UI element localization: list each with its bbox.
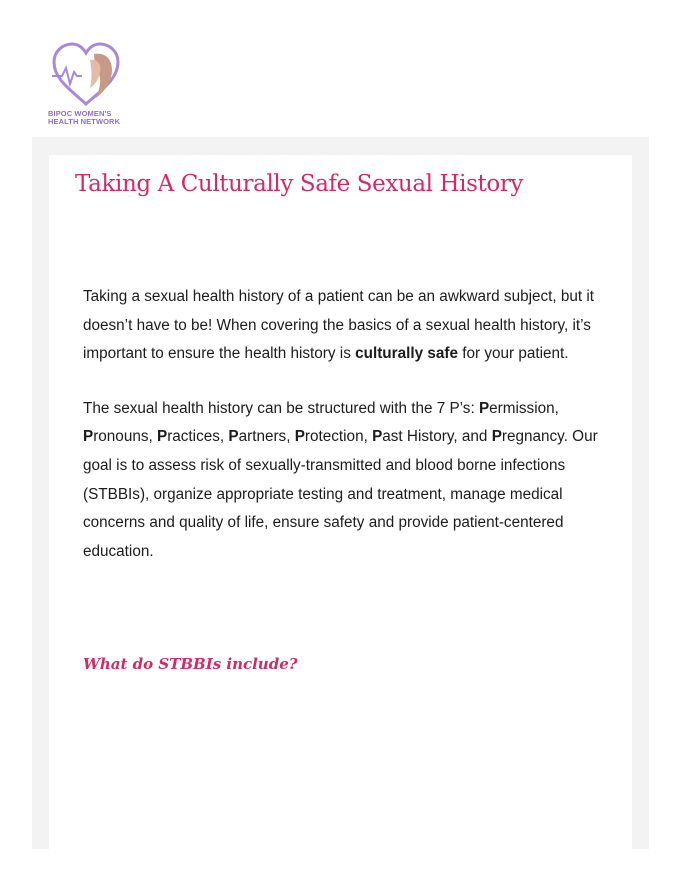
seven-p-item: Permission, [478,399,559,417]
seven-p-item: Partners, [228,428,295,446]
seven-ps-paragraph [83,395,603,567]
intro-text: Taking a sexual health history of a patient can be an awkward subject, but it doesn’t have to be! When covering the basics of a sexual health history, it’s important to ensure the health history is [83,288,595,363]
culturally-safe-emphasis: culturally safe [355,345,458,363]
goal-text: Our goal is to assess risk of sexually-transmitted and blood borne infections (STBBIs), organize appropriate testing and treatment, manage medical concerns and quality of life, ensure safety and provide patient-centered education. [83,428,598,560]
article-title: Taking A Culturally Safe Sexual History [75,171,524,197]
logo[interactable] [46,38,126,130]
seven-p-item: Pronouns, [83,428,157,446]
seven-p-item: Pregnancy. [491,428,568,446]
intro-paragraph [83,283,603,369]
stbbi-subheading: What do STBBIs include? [83,655,298,674]
seven-ps-intro: The sexual health history can be structured with the 7 P’s: [83,399,479,417]
heart-face-logo-icon [46,38,126,110]
seven-p-item: Protection, [294,428,373,446]
content-panel [32,137,649,849]
article-body [83,283,603,566]
seven-p-item: Practices, [156,428,229,446]
logo-wordmark [48,110,120,126]
intro-end-text: for your patient. [457,345,569,363]
logo-line-1: BIPOC WOMEN'S [48,109,112,118]
logo-line-2: HEALTH NETWORK [48,117,121,126]
seven-p-item: Past History, and [372,428,492,446]
article-card [49,155,632,849]
